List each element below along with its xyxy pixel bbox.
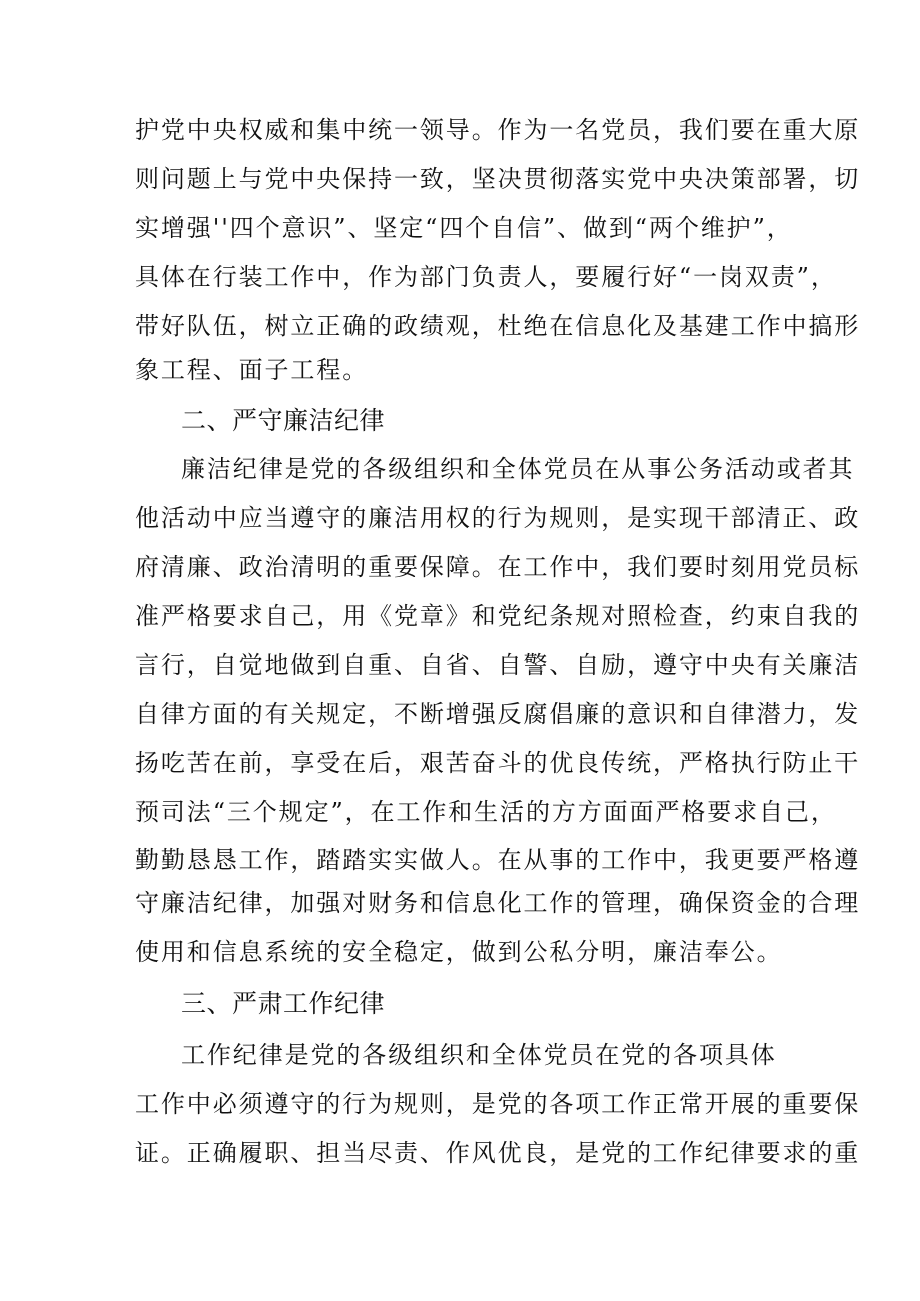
body-text-line: 带好队伍，树立正确的政绩观，杜绝在信息化及基建工作中搞形 [135, 312, 861, 340]
body-text-line: 自律方面的有关规定，不断增强反腐倡廉的意识和自律潜力，发 [135, 700, 861, 728]
body-text-line: 廉洁纪律是党的各级组织和全体党员在从事公务活动或者其 [181, 455, 855, 483]
section-heading: 二、严守廉洁纪律 [181, 406, 386, 435]
body-text-line: 则问题上与党中央保持一致，坚决贯彻落实党中央决策部署，切 [135, 165, 861, 193]
section-heading: 三、严肃工作纪律 [181, 989, 386, 1018]
body-text-line: 预司法“三个规定”，在工作和生活的方方面面严格要求自己， [135, 798, 837, 826]
body-text-line: 勤勤恳恳工作，踏踏实实做人。在从事的工作中，我更要严格遵 [135, 846, 861, 874]
body-text-line: 准严格要求自己，用《党章》和党纪条规对照检查，约束自我的 [135, 602, 861, 630]
body-text-line: 工作纪律是党的各级组织和全体党员在党的各项具体 [181, 1041, 777, 1069]
body-text-line: 使用和信息系统的安全稳定，做到公私分明，廉洁奉公。 [135, 938, 783, 966]
body-text-line: 具体在行装工作中，作为部门负责人，要履行好“一岗双责”， [135, 263, 837, 291]
body-text-line: 工作中必须遵守的行为规则，是党的各项工作正常开展的重要保 [135, 1090, 861, 1118]
body-text-line: 护党中央权威和集中统一领导。作为一名党员，我们要在重大原 [135, 116, 861, 144]
body-text-line: 实增强''四个意识”、坚定“四个自信”、做到“两个维护”， [135, 214, 793, 242]
body-text-line: 扬吃苦在前，享受在后，艰苦奋斗的优良传统，严格执行防止干 [135, 749, 861, 777]
body-text-line: 象工程、面子工程。 [135, 356, 369, 384]
body-text-line: 府清廉、政治清明的重要保障。在工作中，我们要时刻用党员标 [135, 553, 861, 581]
body-text-line: 证。正确履职、担当尽责、作风优良，是党的工作纪律要求的重 [135, 1139, 861, 1167]
body-text-line: 言行，自觉地做到自重、自省、自警、自励，遵守中央有关廉洁 [135, 651, 861, 679]
body-text-line: 守廉洁纪律，加强对财务和信息化工作的管理，确保资金的合理 [135, 889, 861, 917]
body-text-line: 他活动中应当遵守的廉洁用权的行为规则，是实现干部清正、政 [135, 504, 861, 532]
